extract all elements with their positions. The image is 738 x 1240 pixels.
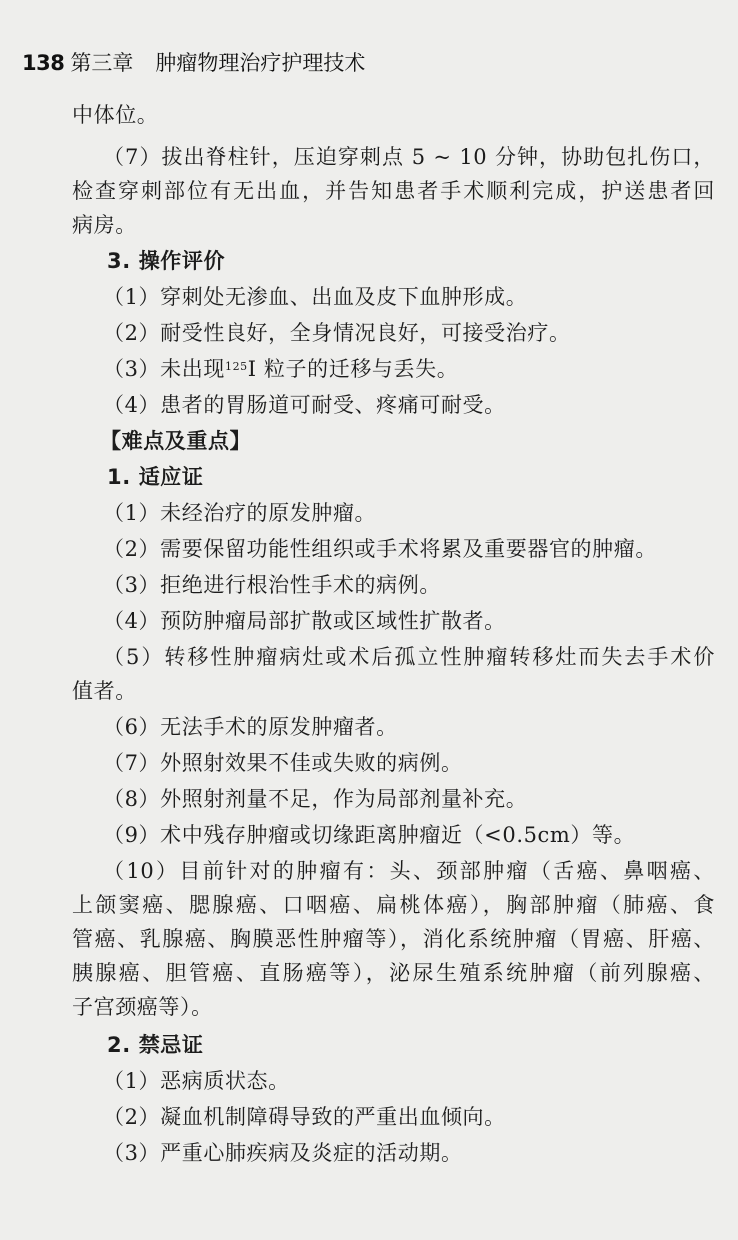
list-item: （7）外照射效果不佳或失败的病例。 — [103, 751, 463, 775]
list-item: （9）术中残存肿瘤或切缘距离肿瘤近（<0.5cm）等。 — [103, 823, 636, 847]
list-item: （10）目前针对的肿瘤有：头、颈部肿瘤（舌癌、鼻咽癌、 — [103, 859, 715, 883]
list-item: （4）患者的胃肠道可耐受、疼痛可耐受。 — [103, 393, 506, 417]
body-line: 检查穿刺部位有无出血，并告知患者手术顺利完成，护送患者回 — [72, 179, 715, 203]
body-line: 上颌窦癌、腮腺癌、口咽癌、扁桃体癌），胸部肿瘤（肺癌、食 — [72, 893, 715, 917]
section-heading: 3. 操作评价 — [107, 249, 226, 273]
list-item: （3）严重心肺疾病及炎症的活动期。 — [103, 1141, 463, 1165]
list-item: （5）转移性肿瘤病灶或术后孤立性肿瘤转移灶而失去手术价 — [103, 645, 715, 669]
list-item: （1）未经治疗的原发肿瘤。 — [103, 501, 377, 525]
body-line: 胰腺癌、胆管癌、直肠癌等），泌尿生殖系统肿瘤（前列腺癌、 — [72, 961, 715, 985]
list-item: （6）无法手术的原发肿瘤者。 — [103, 715, 398, 739]
body-line: 管癌、乳腺癌、胸膜恶性肿瘤等），消化系统肿瘤（胃癌、肝癌、 — [72, 927, 715, 951]
list-item: （2）凝血机制障碍导致的严重出血倾向。 — [103, 1105, 506, 1129]
section-heading: 1. 适应证 — [107, 465, 204, 489]
body-line: （7）拔出脊柱针，压迫穿刺点 5 ~ 10 分钟，协助包扎伤口， — [103, 145, 715, 169]
list-item: （3）拒绝进行根治性手术的病例。 — [103, 573, 441, 597]
chapter-title: 肿瘤物理治疗护理技术 — [155, 51, 366, 75]
list-item: （1）穿刺处无渗血、出血及皮下血肿形成。 — [103, 285, 528, 309]
body-line: 子宫颈癌等）。 — [72, 995, 213, 1019]
list-item: （2）需要保留功能性组织或手术将累及重要器官的肿瘤。 — [103, 537, 657, 561]
isotope-superscript: 125 — [224, 360, 248, 373]
page-number: 138 — [22, 51, 65, 75]
chapter-label: 第三章 — [70, 51, 134, 75]
list-item: （3）未出现$^{125}$I 粒子的迁移与丢失。 — [103, 357, 459, 381]
list-item: （1）恶病质状态。 — [103, 1069, 290, 1093]
list-item: （8）外照射剂量不足，作为局部剂量补充。 — [103, 787, 528, 811]
body-line: 中体位。 — [72, 103, 159, 127]
body-line: 病房。 — [72, 213, 137, 237]
section-heading: 【难点及重点】 — [100, 429, 252, 453]
list-item: （2）耐受性良好，全身情况良好，可接受治疗。 — [103, 321, 571, 345]
section-heading: 2. 禁忌证 — [107, 1033, 204, 1057]
body-line: 值者。 — [72, 679, 137, 703]
running-header — [22, 46, 722, 80]
list-item: （4）预防肿瘤局部扩散或区域性扩散者。 — [103, 609, 506, 633]
